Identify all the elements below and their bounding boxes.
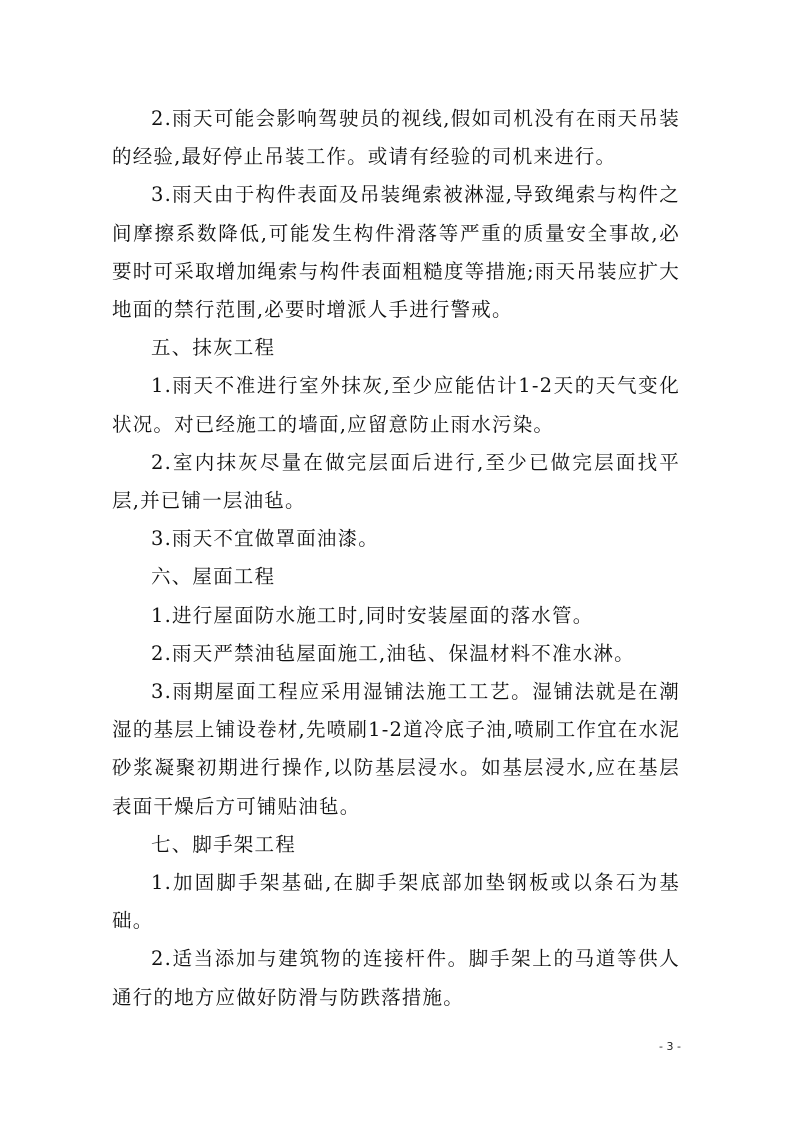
paragraph-rain-rope-friction: 3.雨天由于构件表面及吊装绳索被淋湿,导致绳索与构件之间摩擦系数降低,可能发生构件滑落等严重的质量安全事故,必要时可采取增加绳索与构件表面粗糙度等措施;雨天吊装应扩大地面的禁行范围,必要时增派人手进行警戒。 [112, 183, 680, 322]
paragraph-rain-visibility: 2.雨天可能会影响驾驶员的视线,假如司机没有在雨天吊装的经验,最好停止吊装工作。或请有经验的司机来进行。 [112, 107, 680, 169]
section-heading-roofing: 六、屋面工程 [151, 565, 276, 589]
paragraph-roofing-3: 3.雨期屋面工程应采用湿铺法施工工艺。湿铺法就是在潮湿的基层上铺设卷材,先喷刷1-2道冷底子油,喷刷工作宜在水泥砂浆凝聚初期进行操作,以防基层浸水。如基层浸水,应在基层表面干燥后方可铺贴油毡。 [112, 680, 680, 818]
paragraph-plastering-2: 2.室内抹灰尽量在做完层面后进行,至少已做完层面找平层,并已铺一层油毡。 [112, 450, 680, 513]
section-heading-scaffolding: 七、脚手架工程 [151, 832, 296, 856]
page-number: - 3 - [659, 1040, 681, 1053]
paragraph-scaffolding-1: 1.加固脚手架基础,在脚手架底部加垫钢板或以条石为基础。 [112, 871, 680, 933]
paragraph-roofing-2: 2.雨天严禁油毡屋面施工,油毡、保温材料不准水淋。 [151, 641, 635, 665]
paragraph-plastering-1: 1.雨天不准进行室外抹灰,至少应能估计1-2天的天气变化状况。对已经施工的墙面,应留意防止雨水污染。 [112, 374, 680, 436]
paragraph-scaffolding-2: 2.适当添加与建筑物的连接杆件。脚手架上的马道等供人通行的地方应做好防滑与防跌落措施。 [112, 947, 680, 1009]
section-heading-plastering: 五、抹灰工程 [151, 336, 276, 360]
paragraph-plastering-3: 3.雨天不宜做罩面油漆。 [151, 527, 380, 551]
document-body [112, 100, 680, 1017]
paragraph-roofing-1: 1.进行屋面防水施工时,同时安装屋面的落水管。 [151, 603, 594, 627]
